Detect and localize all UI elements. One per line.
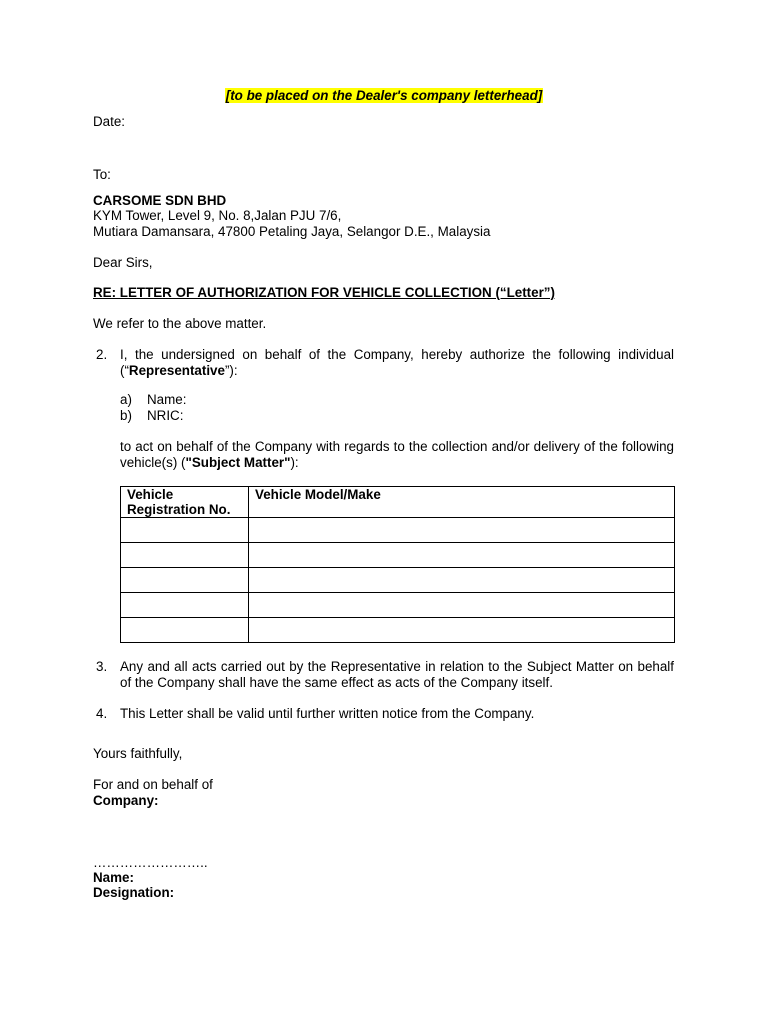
item4-number: 4. [96, 706, 108, 721]
sub-item-marker-b: b) [120, 408, 132, 423]
model-make-cell[interactable] [249, 618, 675, 643]
table-row [121, 518, 675, 543]
item2-text-before: I, the undersigned on behalf of the Company, hereby authorize the following individual (“ [120, 347, 674, 378]
company-label: Company: [93, 793, 159, 808]
registration-cell[interactable] [121, 543, 249, 568]
model-make-cell[interactable] [249, 518, 675, 543]
model-make-cell[interactable] [249, 593, 675, 618]
subject-matter-term: "Subject Matter" [185, 455, 291, 470]
table-row [121, 593, 675, 618]
table-row [121, 568, 675, 593]
intro-text: We refer to the above matter. [93, 316, 267, 331]
header-registration-no: Vehicle Registration No. [121, 487, 249, 518]
sub-item-name-label: Name: [147, 392, 187, 407]
registration-cell[interactable] [121, 618, 249, 643]
recipient-address-line1: KYM Tower, Level 9, No. 8,Jalan PJU 7/6, [93, 208, 342, 223]
representative-term: Representative [128, 363, 225, 378]
letterhead-note: [to be placed on the Dealer's company letterhead] [225, 88, 543, 103]
salutation: Dear Sirs, [93, 255, 153, 270]
item2-number: 2. [96, 347, 108, 362]
item3-number: 3. [96, 659, 108, 674]
recipient-address-line2: Mutiara Damansara, 47800 Petaling Jaya, Selangor D.E., Malaysia [93, 224, 491, 239]
designation-label: Designation: [93, 885, 175, 900]
table-row [121, 618, 675, 643]
registration-cell[interactable] [121, 593, 249, 618]
behalf-line: For and on behalf of [93, 777, 213, 792]
subject-line: RE: LETTER OF AUTHORIZATION FOR VEHICLE COLLECTION (“Letter”) [93, 285, 555, 300]
model-make-cell[interactable] [249, 543, 675, 568]
item2-text-after: ”): [224, 363, 238, 378]
item2-paragraph [120, 347, 674, 379]
continuation-text-after: ): [290, 455, 299, 470]
letterhead-note-line [0, 88, 768, 104]
sub-item-marker-a: a) [120, 392, 132, 407]
continuation-text-before: to act on behalf of the Company with regards to the collection and/or delivery of the following vehicle(s) ( [120, 439, 674, 470]
vehicle-table-header-row [121, 487, 675, 518]
to-label: To: [93, 167, 111, 182]
name-label: Name: [93, 870, 134, 885]
date-label: Date: [93, 114, 126, 129]
closing: Yours faithfully, [93, 746, 183, 761]
sub-item-nric-label: NRIC: [147, 408, 184, 423]
signature-line: …………………….. [93, 855, 208, 870]
model-make-cell[interactable] [249, 568, 675, 593]
header-model-make: Vehicle Model/Make [249, 487, 675, 518]
item2-continuation [120, 439, 674, 471]
vehicle-table [120, 486, 675, 643]
registration-cell[interactable] [121, 568, 249, 593]
item4-text: This Letter shall be valid until further written notice from the Company. [120, 706, 535, 721]
table-row [121, 543, 675, 568]
recipient-name: CARSOME SDN BHD [93, 193, 227, 208]
item3-text: Any and all acts carried out by the Representative in relation to the Subject Matter on behalf of the Company shall have the same effect as acts of the Company itself. [120, 659, 674, 690]
registration-cell[interactable] [121, 518, 249, 543]
